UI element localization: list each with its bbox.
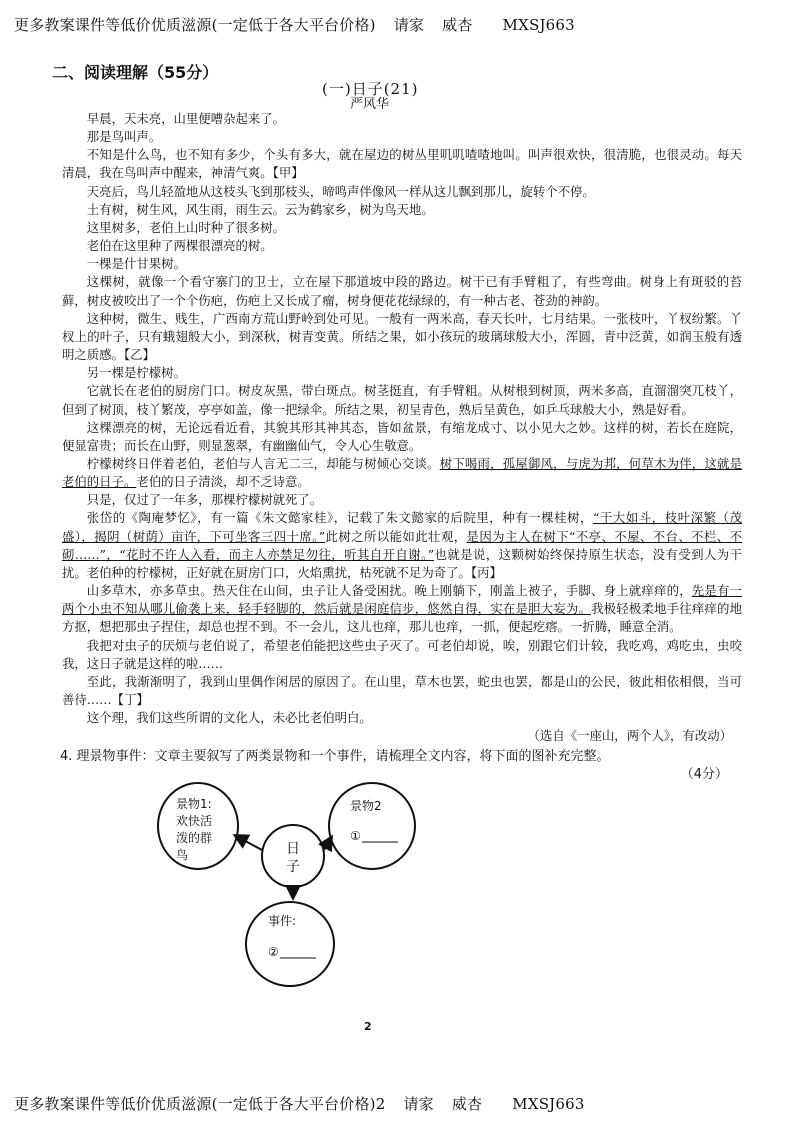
underlined-text: “干大如斗，枝叶深繁（茂盛），揭阴（树荫）亩许，下可坐客三四十席。”: [62, 510, 742, 544]
question-text: 4. 理景物事件：文章主要叙写了两类景物和一个事件，请梳理全文内容，将下面的图补充完整。: [60, 749, 610, 764]
article-body: [62, 110, 742, 745]
node-scenery-1-line: 泼的群: [176, 831, 213, 845]
banner-code: MXSJ663: [502, 16, 575, 34]
text-run: 山多草木，亦多草虫。热天住在山间，虫子让人备受困扰。晚上刚躺下，刚盖上被子，手脚、身上就痒痒的，: [86, 583, 692, 599]
question-score: （4分）: [680, 767, 728, 782]
text-run: 柠檬树终日伴着老伯，老伯与人言无二三，却能与树倾心交谈。: [86, 455, 440, 471]
paragraph: 这个理，我们这些所谓的文化人，未必比老伯明白。: [86, 710, 372, 726]
paragraph: 这棵树，就像一个看守寨门的卫士，立在屋下那道坡中段的路边。树干已有手臂粗了，有些弯曲。树身上有斑驳的苔藓，树皮被咬出了一个个伤疤，伤疤上又长成了瘤，树身便花花绿绿的，有一种古老、苍劲的神韵。: [62, 274, 742, 308]
paragraph: 早晨，天未亮，山里便嘈杂起来了。: [86, 111, 286, 126]
node-scenery-2-blank: ①: [350, 829, 361, 843]
node-scenery-2: [329, 783, 415, 869]
node-scenery-1-line: 欢快活: [176, 814, 213, 828]
underlined-text: 是因为主人在树下“不亭、不屋、不台、不栏、不砌……”，“花时不许人入看，而主人亦禁足勿往，听其自开自谢。”: [62, 528, 743, 562]
text-run: 也就是说，这颗树始终保持原生状态，没有受到人为干扰。老伯种的柠檬树，正好就在厨房门口，火焰熏扰，枯死就不足为奇了。【丙】: [62, 546, 742, 580]
text-run: 此树之所以能如此壮观，: [325, 528, 467, 544]
paragraph: 老伯在这里种了两棵很漂亮的树。: [86, 238, 273, 254]
paragraph: 另一棵是柠檬树。: [86, 365, 186, 381]
banner-text: 更多教案课件等低价优质滋源(一定低于各大平台价格): [14, 16, 376, 34]
arrow-right: [324, 838, 331, 850]
node-event-title: 事件:: [268, 914, 297, 928]
text-run: 老伯的日子清淡，却不乏诗意。: [136, 474, 310, 490]
page-number: 2: [364, 1020, 372, 1033]
paragraph: 土有树，树生风，风生雨，雨生云。云为鹤家乡，树为鸟天地。: [86, 201, 434, 217]
underlined-text: 树下喝雨，孤屋御风，与虎为邦，何草木为伴，这就是老伯的日子。: [62, 455, 743, 490]
question-4: [60, 748, 750, 784]
bottom-banner: [14, 1093, 585, 1114]
paragraph: 这棵漂亮的树，无论远看近看，其貌其形其神其态，皆如盆景，有缩龙成寸、以小见大之妙。这样的树，若长在庭院，便显富贵；而长在山野，则显葱翠，有幽幽仙气，令人心生敬意。: [62, 419, 742, 453]
node-center-char: 子: [286, 859, 300, 875]
paragraph: 天亮后，鸟儿轻盈地从这枝头飞到那枝头，啼鸣声伴像风一样从这儿飘到那儿，旋转个不停。: [86, 183, 595, 199]
node-center-char: 日: [286, 841, 300, 857]
paragraph: 那是鸟叫声。: [86, 129, 162, 145]
paragraph: 至此，我渐渐明了，我到山里偶作闲居的原因了。在山里，草木也罢，蛇虫也罢，都是山的公民，彼此相依相偎，当可善待……【丁】: [62, 673, 742, 707]
paragraph: 不知是什么鸟，也不知有多少，个头有多大，就在屋边的树丛里叽叽喳喳地叫。叫声很欢快，很清脆，也很灵动。每天清晨，我在鸟叫声中醒来，神清气爽。【甲】: [62, 147, 742, 181]
article-author: 严风华: [350, 97, 390, 112]
node-scenery-1-line: 鸟: [176, 848, 189, 862]
article-title: (一)日子(21): [322, 80, 419, 98]
paragraph: 只是，仅过了一年多，那棵柠檬树就死了。: [86, 492, 323, 508]
text-run: 我极轻极柔地手往痒痒的地方抠，想把那虫子捏住，却总也捏不到。不一会儿，这儿也痒，那儿也痒，一抓，便起疙瘩。一折腾，睡意全消。: [62, 601, 743, 635]
banner-text: 更多教案课件等低价优质滋源(一定低于各大平台价格)2: [14, 1095, 386, 1113]
paragraph-zhang: [62, 509, 742, 582]
banner-name: 威杏: [442, 16, 473, 34]
node-scenery-1-title: 景物1:: [176, 797, 212, 811]
paragraph: 这里树多，老伯上山时种了很多树。: [86, 219, 286, 235]
paragraph: 这种树，微生、贱生，广西南方荒山野岭到处可见。一般有一两米高，春天长叶，七月结果。一张枝叶，丫杈纷繁。丫杈上的叶子，只有蛾翅般大小，到深秋，树青变黄。所结之果，如小孩玩的玻璃球般大小，浑圆，青中泛黄，如润玉般有透明之质感。【乙】: [62, 310, 742, 363]
banner-contact: 请家: [403, 1095, 434, 1113]
banner-code: MXSJ663: [512, 1095, 585, 1113]
paragraph-lemon: [62, 455, 742, 491]
top-banner: [14, 14, 575, 35]
banner-name: 威杏: [451, 1095, 483, 1113]
paragraph: 一棵是什甘果树。: [86, 256, 186, 272]
banner-contact: 请家: [393, 16, 425, 34]
article-source: （选自《一座山，两个人》，有改动）: [527, 728, 732, 744]
paragraph-insect: [62, 582, 742, 636]
node-scenery-2-title: 景物2: [350, 799, 382, 813]
text-run: 张岱的《陶庵梦忆》，有一篇《朱文懿家桂》，记载了朱文懿家的后院里，种有一棵桂树，: [86, 510, 594, 526]
paragraph: 它就长在老伯的厨房门口。树皮灰黑，带白斑点。树茎挺直，有手臂粗。从树根到树顶，两米多高，直溜溜突兀枝丫，但到了树顶，枝丫繁茂，亭亭如盖，像一把绿伞。所结之果，初呈青色，熟后呈黄色，如乒乓球般大小，熟是好看。: [62, 383, 742, 417]
section-title: 二、阅读理解（55分）: [52, 63, 219, 82]
concept-diagram: [150, 780, 510, 990]
node-event-blank: ②: [268, 945, 279, 959]
paragraph: 我把对虫子的厌烦与老伯说了，希望老伯能把这些虫子灭了。可老伯却说，唉，别跟它们计较，我吃鸡，鸡吃虫，虫咬我，这日子就是这样的啦……: [62, 637, 742, 671]
underlined-text: 先是有一两个小虫不知从哪儿偷袭上来，轻手轻脚的，然后就是闲庭信步，悠然自得，实在是胆大妄为。: [62, 583, 743, 617]
arrow-left: [236, 836, 262, 850]
